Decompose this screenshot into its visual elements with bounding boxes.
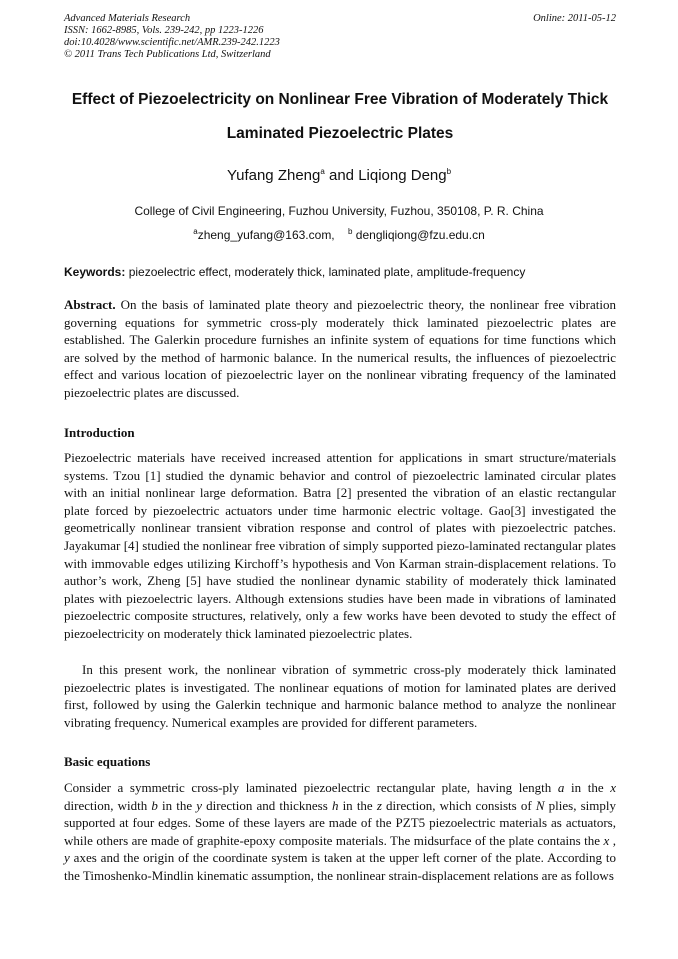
- text-run: plies, simply supported at four edges. Some of these layers are made of the PZT5 piezoelectric materials as actuators, while others are made of graphite-epoxy composite materials. The midsurface of the plate contains the: [64, 797, 616, 848]
- paragraph: [64, 779, 616, 885]
- email-link[interactable]: zheng_yufang@163.com,: [197, 228, 335, 242]
- author-name: Yufang Zheng: [226, 167, 321, 184]
- abstract-label: Abstract.: [64, 297, 116, 312]
- section-heading: Introduction: [64, 425, 135, 440]
- abstract: [64, 296, 616, 402]
- author-name: Liqiong Deng: [358, 167, 447, 184]
- author-emails: [0, 228, 678, 242]
- text-run: in the: [157, 797, 197, 813]
- author-list: [0, 167, 678, 184]
- issn-line: ISSN: 1662-8985, Vols. 239-242, pp 1223-1226: [64, 25, 264, 36]
- math-variable: x: [610, 780, 617, 795]
- affiliation: College of Civil Engineering, Fuzhou University, Fuzhou, 350108, P. R. China: [134, 204, 544, 218]
- paragraph: Piezoelectric materials have received increased attention for applications in smart structure/materials systems. Tzou [1] studied the dynamic behavior and control of piezoelectric laminated circular plates with an initial nonlinear large deformation. Batra [2] presented the vibration of an elastic rectangular plate forced by piezoelectric actuators under time harmonic electric voltage. Gao[3] investigated the geometrically nonlinear transient vibration response and control of plates with piezoelectric patches. Jayakumar [4] studied the nonlinear free vibration of simply supported piezo-laminated rectangular plates with immovable edges utilizing Kirchoff’s hypothesis and Von Karman strain-displacement relations. To author’s work, Zheng [5] have studied the nonlinear dynamic stability of moderately thick laminated plates with piezoelectric layers. Although extensions studies have been made in vibrations of laminated piezoelectric composite structures, relatively, only a few works have been devoted to study the effect of piezoelectricity on moderately thick laminated piezoelectric plates.: [64, 450, 616, 641]
- math-variable: h: [331, 797, 339, 813]
- email-superscript: a: [193, 227, 198, 236]
- paper-title-line-1: Effect of Piezoelectricity on Nonlinear Free Vibration of Moderately Thick: [71, 91, 609, 108]
- text-run: in the: [564, 780, 611, 795]
- math-variable: b: [151, 797, 158, 813]
- text-run: direction, which consists of: [381, 797, 536, 813]
- email-link[interactable]: dengliqiong@fzu.edu.cn: [355, 228, 485, 242]
- text-run: in the: [338, 797, 377, 813]
- keywords: [64, 265, 616, 279]
- email-superscript: b: [348, 227, 353, 236]
- author-superscript: a: [320, 167, 325, 176]
- math-variable: N: [535, 797, 545, 813]
- paragraph: In this present work, the nonlinear vibration of symmetric cross-ply moderately thick laminated piezoelectric plates is investigated. The nonlinear equations of motion for laminated plates are derived first, followed by using the Galerkin technique and harmonic balance method to analyze the nonlinear vibrating frequency. Numerical examples are provided for different parameters.: [64, 662, 616, 730]
- online-date: Online: 2011-05-12: [533, 13, 616, 24]
- math-variable: a: [557, 780, 565, 795]
- math-variable: x , y: [64, 832, 616, 866]
- author-connector: and: [324, 167, 359, 184]
- section-heading: Basic equations: [64, 754, 151, 769]
- text-run: axes and the origin of the coordinate system is taken at the upper left corner of the plate. According to the Timoshenko-Mindlin kinematic assumption, the nonlinear strain-displacement relations are as follows: [64, 850, 616, 883]
- abstract-text: On the basis of laminated plate theory and piezoelectric theory, the nonlinear free vibration governing equations for symmetric cross-ply moderately thick laminated piezoelectric plates are established. The Galerkin procedure furnishes an infinite system of equations for time functions which are solved by the method of harmonic balance. In the numerical results, the influences of piezoelectric effect and various location of piezoelectric layer on the nonlinear vibrating frequency of the laminated piezoelectric plates are discussed.: [64, 297, 616, 400]
- copyright-line: © 2011 Trans Tech Publications Ltd, Switzerland: [64, 49, 271, 60]
- text-run: direction and thickness: [202, 797, 332, 813]
- math-variable: y: [196, 797, 203, 813]
- doi-line[interactable]: doi:10.4028/www.scientific.net/AMR.239-242.1223: [64, 37, 280, 48]
- text-run: direction, width: [64, 797, 152, 813]
- math-variable: z: [376, 797, 382, 813]
- keywords-text: piezoelectric effect, moderately thick, laminated plate, amplitude-frequency: [125, 265, 526, 279]
- journal-header: [64, 13, 616, 61]
- keywords-label: Keywords:: [64, 265, 126, 279]
- paper-title-line-2: Laminated Piezoelectric Plates: [226, 125, 454, 142]
- journal-name: Advanced Materials Research: [64, 13, 191, 24]
- text-run: Consider a symmetric cross-ply laminated piezoelectric rectangular plate, having length: [64, 780, 558, 795]
- author-superscript: b: [446, 167, 452, 176]
